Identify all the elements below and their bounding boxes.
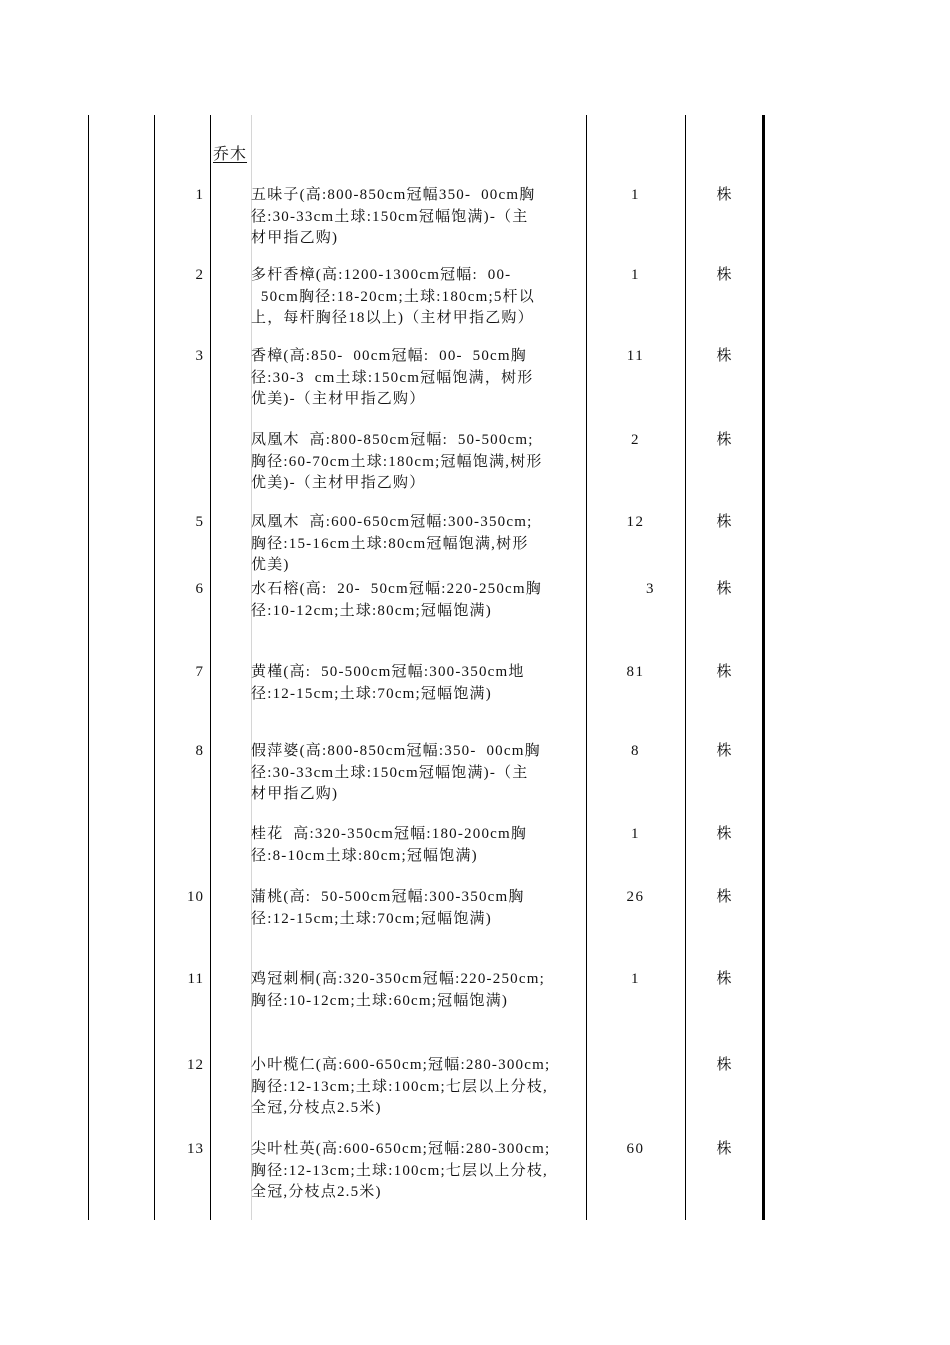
item-quantity: 81 bbox=[626, 664, 645, 680]
description-line: 香樟(高:850- 00cm冠幅: 00- 50cm胸 bbox=[251, 348, 527, 364]
item-quantity: 2 bbox=[631, 432, 640, 448]
description-line: 多杆香樟(高:1200-1300cm冠幅: 00- bbox=[251, 267, 512, 283]
item-quantity: 1 bbox=[631, 187, 640, 203]
description-line: 径:30-33cm土球:150cm冠幅饱满)-（主 bbox=[251, 208, 529, 225]
item-unit: 株 bbox=[716, 1057, 732, 1073]
table-row bbox=[0, 662, 950, 732]
description-line: 蒲桃(高: 50-500cm冠幅:300-350cm胸 bbox=[251, 889, 525, 905]
description-line: 小叶榄仁(高:600-650cm;冠幅:280-300cm; bbox=[251, 1057, 551, 1073]
item-unit: 株 bbox=[716, 432, 732, 448]
description-line: 胸径:12-13cm;土球:100cm;七层以上分枝, bbox=[251, 1162, 548, 1179]
item-number: 13 bbox=[187, 1141, 204, 1157]
description-line: 尖叶杜英(高:600-650cm;冠幅:280-300cm; bbox=[251, 1141, 551, 1157]
item-number: 11 bbox=[187, 971, 204, 987]
table-row bbox=[0, 969, 950, 1039]
section-title: 乔木 bbox=[213, 146, 248, 163]
item-unit: 株 bbox=[716, 1141, 732, 1157]
table-row bbox=[0, 741, 950, 811]
description-line: 上，每杆胸径18以上)（主材甲指乙购） bbox=[251, 310, 534, 326]
item-description bbox=[251, 512, 596, 577]
description-line: 胸径:10-12cm;土球:60cm;冠幅饱满) bbox=[251, 992, 509, 1009]
item-unit: 株 bbox=[716, 348, 732, 364]
item-unit: 株 bbox=[716, 889, 732, 905]
item-description bbox=[251, 662, 596, 705]
item-description bbox=[251, 346, 596, 411]
item-quantity: 3 bbox=[646, 581, 655, 597]
item-description bbox=[251, 741, 596, 806]
description-line: 胸径:15-16cm土球:80cm冠幅饱满,树形 bbox=[251, 535, 529, 552]
table-row bbox=[0, 887, 950, 957]
item-number: 5 bbox=[195, 514, 204, 530]
description-line: 假萍婆(高:800-850cm冠幅:350- 00cm胸 bbox=[251, 743, 541, 759]
description-line: 优美)-（主材甲指乙购） bbox=[251, 391, 426, 407]
description-line: 50cm胸径:18-20cm;土球:180cm;5杆以 bbox=[251, 288, 535, 305]
table-row bbox=[0, 579, 950, 649]
item-unit: 株 bbox=[716, 514, 732, 530]
item-description bbox=[251, 1139, 596, 1204]
item-description bbox=[251, 185, 596, 250]
item-unit: 株 bbox=[716, 664, 732, 680]
description-line: 鸡冠刺桐(高:320-350cm冠幅:220-250cm; bbox=[251, 971, 545, 987]
table-row bbox=[0, 512, 950, 582]
description-line: 凤凰木 高:600-650cm冠幅:300-350cm; bbox=[251, 514, 533, 530]
description-line: 径:30-3 cm土球:150cm冠幅饱满，树形 bbox=[251, 369, 534, 386]
description-line: 水石榕(高: 20- 50cm冠幅:220-250cm胸 bbox=[251, 581, 542, 597]
item-quantity: 12 bbox=[626, 514, 645, 530]
item-number: 6 bbox=[195, 581, 204, 597]
item-number: 2 bbox=[195, 267, 204, 283]
description-line: 径:30-33cm土球:150cm冠幅饱满)-（主 bbox=[251, 764, 529, 781]
item-number: 7 bbox=[195, 664, 204, 680]
item-quantity: 1 bbox=[631, 826, 640, 842]
description-line: 桂花 高:320-350cm冠幅:180-200cm胸 bbox=[251, 826, 528, 842]
item-description bbox=[251, 265, 596, 330]
item-quantity: 1 bbox=[631, 971, 640, 987]
description-line: 径:10-12cm;土球:80cm;冠幅饱满) bbox=[251, 602, 492, 619]
table-row bbox=[0, 430, 950, 500]
description-line: 黄槿(高: 50-500cm冠幅:300-350cm地 bbox=[251, 664, 525, 680]
item-quantity: 1 bbox=[631, 267, 640, 283]
table-row bbox=[0, 265, 950, 335]
item-unit: 株 bbox=[716, 826, 732, 842]
table-row bbox=[0, 1139, 950, 1209]
item-description bbox=[251, 579, 596, 622]
item-quantity: 60 bbox=[626, 1141, 645, 1157]
item-unit: 株 bbox=[716, 971, 732, 987]
item-unit: 株 bbox=[716, 743, 732, 759]
description-line: 胸径:60-70cm土球:180cm;冠幅饱满,树形 bbox=[251, 453, 543, 470]
description-line: 材甲指乙购) bbox=[251, 230, 339, 246]
table-row bbox=[0, 1055, 950, 1125]
item-unit: 株 bbox=[716, 267, 732, 283]
table-row bbox=[0, 824, 950, 894]
item-number: 10 bbox=[187, 889, 204, 905]
item-unit: 株 bbox=[716, 581, 732, 597]
item-description bbox=[251, 969, 596, 1012]
item-quantity: 8 bbox=[631, 743, 640, 759]
item-number: 12 bbox=[187, 1057, 204, 1073]
description-line: 全冠,分枝点2.5米) bbox=[251, 1184, 382, 1200]
item-description bbox=[251, 824, 596, 867]
description-line: 径:12-15cm;土球:70cm;冠幅饱满) bbox=[251, 685, 492, 702]
description-line: 材甲指乙购) bbox=[251, 786, 339, 802]
item-number: 3 bbox=[195, 348, 204, 364]
description-line: 全冠,分枝点2.5米) bbox=[251, 1100, 382, 1116]
description-line: 优美)-（主材甲指乙购） bbox=[251, 475, 426, 491]
table-row bbox=[0, 346, 950, 416]
item-description bbox=[251, 430, 596, 495]
item-quantity: 11 bbox=[626, 348, 645, 364]
item-description bbox=[251, 887, 596, 930]
table-row bbox=[0, 185, 950, 255]
item-number: 1 bbox=[195, 187, 204, 203]
description-line: 优美) bbox=[251, 557, 290, 573]
description-line: 径:12-15cm;土球:70cm;冠幅饱满) bbox=[251, 910, 492, 927]
item-number: 8 bbox=[195, 743, 204, 759]
item-quantity: 26 bbox=[626, 889, 645, 905]
item-description bbox=[251, 1055, 596, 1120]
description-line: 凤凰木 高:800-850cm冠幅: 50-500cm; bbox=[251, 432, 534, 448]
description-line: 五味子(高:800-850cm冠幅350- 00cm胸 bbox=[251, 187, 536, 203]
description-line: 径:8-10cm土球:80cm;冠幅饱满) bbox=[251, 847, 478, 864]
item-unit: 株 bbox=[716, 187, 732, 203]
description-line: 胸径:12-13cm;土球:100cm;七层以上分枝, bbox=[251, 1078, 548, 1095]
